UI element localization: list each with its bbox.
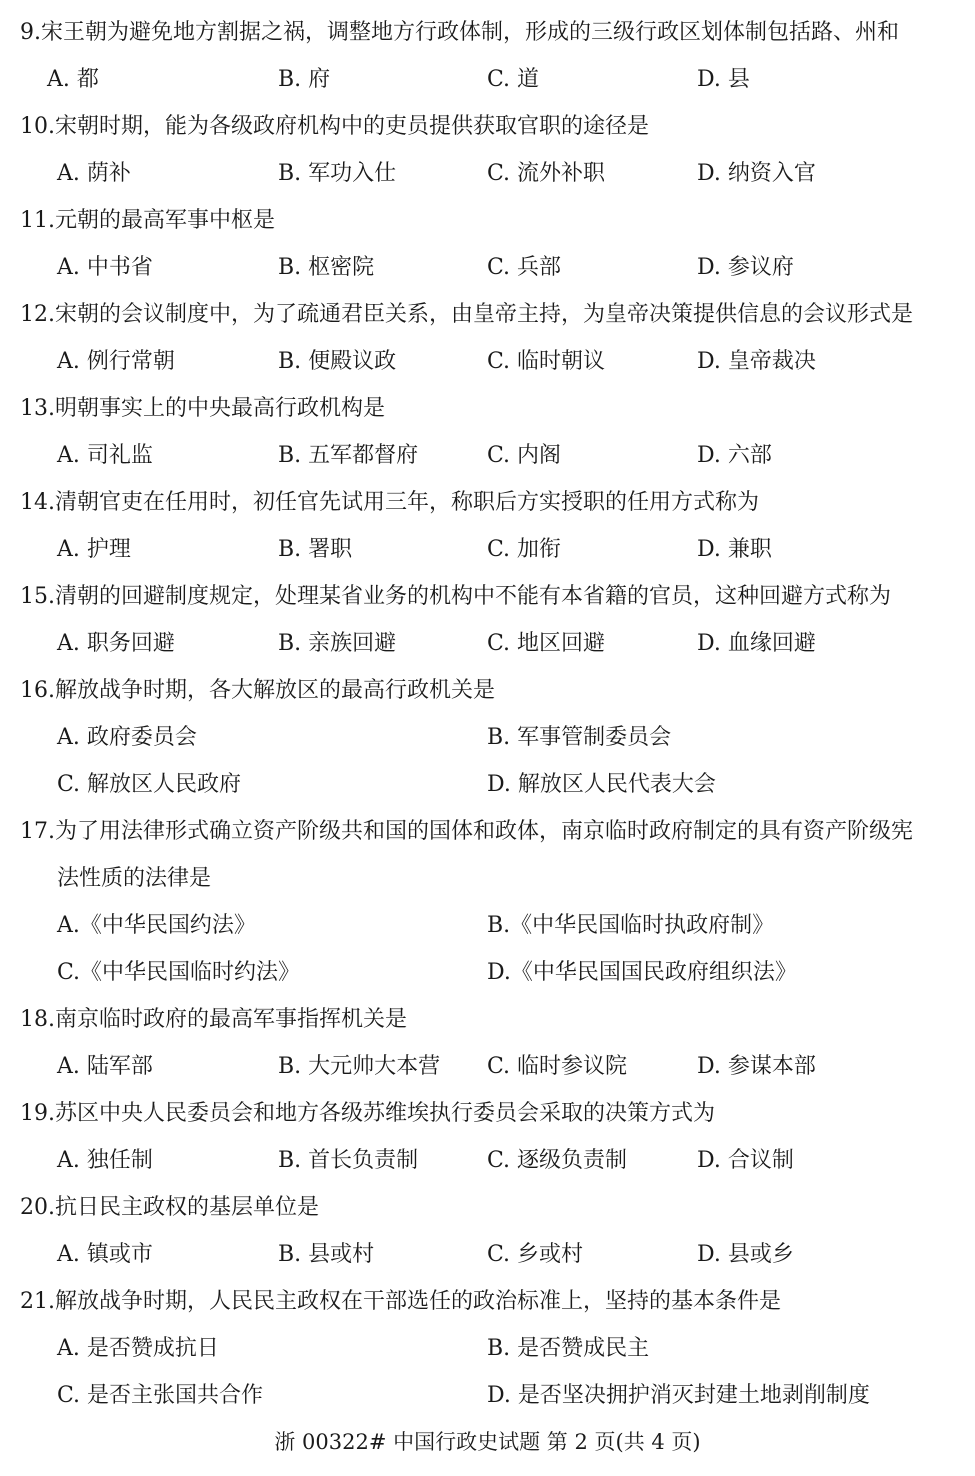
question-number: 21.	[20, 1289, 55, 1314]
question-9-options	[0, 62, 975, 98]
option-b: B. 大元帅大本营	[278, 1054, 441, 1079]
option-a: A. 司礼监	[57, 443, 153, 468]
option-a: A. 职务回避	[57, 631, 175, 656]
option-a: A. 政府委员会	[57, 725, 197, 750]
question-text: 清朝的回避制度规定，处理某省业务的机构中不能有本省籍的官员，这种回避方式称为	[55, 584, 892, 609]
question-17-options-row2	[0, 955, 975, 991]
option-c: C. 兵部	[487, 255, 562, 280]
option-d: D. 皇帝裁决	[697, 349, 816, 374]
question-20-options	[0, 1237, 975, 1273]
question-text: 解放战争时期，人民民主政权在干部选任的政治标准上，坚持的基本条件是	[55, 1289, 782, 1314]
question-21-options-row1	[0, 1331, 975, 1367]
option-d: D. 参议府	[697, 255, 794, 280]
question-15-options	[0, 626, 975, 662]
option-a: A. 是否赞成抗日	[57, 1336, 219, 1361]
option-d: D. 是否坚决拥护消灭封建土地剥削制度	[487, 1383, 870, 1408]
option-b: B. 军功入仕	[278, 161, 397, 186]
question-13-options	[0, 438, 975, 474]
question-10-options	[0, 156, 975, 192]
option-b: B. 军事管制委员会	[487, 725, 672, 750]
question-text: 清朝官吏在任用时，初任官先试用三年，称职后方实授职的任用方式称为	[55, 490, 760, 515]
question-18-stem	[20, 1002, 975, 1038]
option-b: B.《中华民国临时执政府制》	[487, 913, 775, 938]
question-number: 18.	[20, 1007, 55, 1032]
question-11-stem	[20, 203, 975, 239]
option-b: B. 五军都督府	[278, 443, 419, 468]
option-c: C. 解放区人民政府	[57, 772, 242, 797]
option-d: D. 纳资入官	[697, 161, 816, 186]
question-text: 宋朝的会议制度中，为了疏通君臣关系，由皇帝主持，为皇帝决策提供信息的会议形式是	[55, 302, 914, 327]
question-17-stem	[20, 814, 975, 850]
question-number: 16.	[20, 678, 55, 703]
question-18-options	[0, 1049, 975, 1085]
option-b: B. 署职	[278, 537, 353, 562]
option-d: D. 县	[697, 67, 750, 92]
option-c: C. 地区回避	[487, 631, 606, 656]
option-c: C.《中华民国临时约法》	[57, 960, 301, 985]
option-d: D. 兼职	[697, 537, 772, 562]
option-b: B. 首长负责制	[278, 1148, 419, 1173]
question-number: 12.	[20, 302, 55, 327]
option-d: D. 解放区人民代表大会	[487, 772, 716, 797]
option-b: B. 枢密院	[278, 255, 375, 280]
option-c: C. 加衔	[487, 537, 562, 562]
option-c: C. 是否主张国共合作	[57, 1383, 264, 1408]
option-b: B. 县或村	[278, 1242, 375, 1267]
option-a: A. 中书省	[57, 255, 153, 280]
question-16-options-row1	[0, 720, 975, 756]
option-c: C. 内阁	[487, 443, 562, 468]
option-d: D. 参谋本部	[697, 1054, 816, 1079]
question-text: 明朝事实上的中央最高行政机构是	[55, 396, 386, 421]
question-15-stem	[20, 579, 975, 615]
question-number: 14.	[20, 490, 55, 515]
option-a: A. 镇或市	[57, 1242, 153, 1267]
question-11-options	[0, 250, 975, 286]
question-20-stem	[20, 1190, 975, 1226]
question-21-stem	[20, 1284, 975, 1320]
question-number: 19.	[20, 1101, 55, 1126]
question-19-options	[0, 1143, 975, 1179]
option-a: A. 陆军部	[57, 1054, 153, 1079]
question-text: 元朝的最高军事中枢是	[55, 208, 276, 233]
option-d: D.《中华民国国民政府组织法》	[487, 960, 797, 985]
question-text: 苏区中央人民委员会和地方各级苏维埃执行委员会采取的决策方式为	[55, 1101, 716, 1126]
question-text: 宋王朝为避免地方割据之祸，调整地方行政体制，形成的三级行政区划体制包括路、州和	[41, 20, 900, 45]
option-b: B. 便殿议政	[278, 349, 397, 374]
question-14-options	[0, 532, 975, 568]
option-d: D. 县或乡	[697, 1242, 794, 1267]
question-text: 宋朝时期，能为各级政府机构中的吏员提供获取官职的途径是	[55, 114, 650, 139]
question-number: 17.	[20, 819, 55, 844]
option-c: C. 逐级负责制	[487, 1148, 628, 1173]
question-21-options-row2	[0, 1378, 975, 1414]
option-c: C. 临时朝议	[487, 349, 606, 374]
question-16-options-row2	[0, 767, 975, 803]
option-c: C. 流外补职	[487, 161, 606, 186]
page-footer: 浙 00322# 中国行政史试题 第 2 页(共 4 页)	[274, 1430, 701, 1454]
question-19-stem	[20, 1096, 975, 1132]
option-c: C. 道	[487, 67, 540, 92]
question-number: 9.	[20, 20, 41, 45]
question-12-options	[0, 344, 975, 380]
option-a: A. 独任制	[57, 1148, 153, 1173]
question-17-stem-continued: 法性质的法律是	[57, 866, 212, 891]
option-b: B. 府	[278, 67, 331, 92]
question-9-stem	[20, 15, 975, 51]
question-14-stem	[20, 485, 975, 521]
question-text: 南京临时政府的最高军事指挥机关是	[55, 1007, 408, 1032]
question-number: 11.	[20, 208, 55, 233]
question-10-stem	[20, 109, 975, 145]
question-text: 为了用法律形式确立资产阶级共和国的国体和政体，南京临时政府制定的具有资产阶级宪	[55, 819, 914, 844]
option-a: A. 荫补	[57, 161, 131, 186]
question-16-stem	[20, 673, 975, 709]
question-text: 抗日民主政权的基层单位是	[55, 1195, 320, 1220]
option-d: D. 血缘回避	[697, 631, 816, 656]
option-d: D. 合议制	[697, 1148, 794, 1173]
option-d: D. 六部	[697, 443, 772, 468]
option-c: C. 乡或村	[487, 1242, 584, 1267]
question-text: 解放战争时期，各大解放区的最高行政机关是	[55, 678, 496, 703]
option-a: A. 都	[47, 67, 99, 92]
question-number: 13.	[20, 396, 55, 421]
question-17-options-row1	[0, 908, 975, 944]
question-number: 15.	[20, 584, 55, 609]
option-a: A. 护理	[57, 537, 131, 562]
question-13-stem	[20, 391, 975, 427]
question-12-stem	[20, 297, 975, 333]
option-c: C. 临时参议院	[487, 1054, 628, 1079]
option-a: A.《中华民国约法》	[57, 913, 256, 938]
question-number: 10.	[20, 114, 55, 139]
question-number: 20.	[20, 1195, 55, 1220]
option-b: B. 是否赞成民主	[487, 1336, 650, 1361]
option-a: A. 例行常朝	[57, 349, 175, 374]
option-b: B. 亲族回避	[278, 631, 397, 656]
